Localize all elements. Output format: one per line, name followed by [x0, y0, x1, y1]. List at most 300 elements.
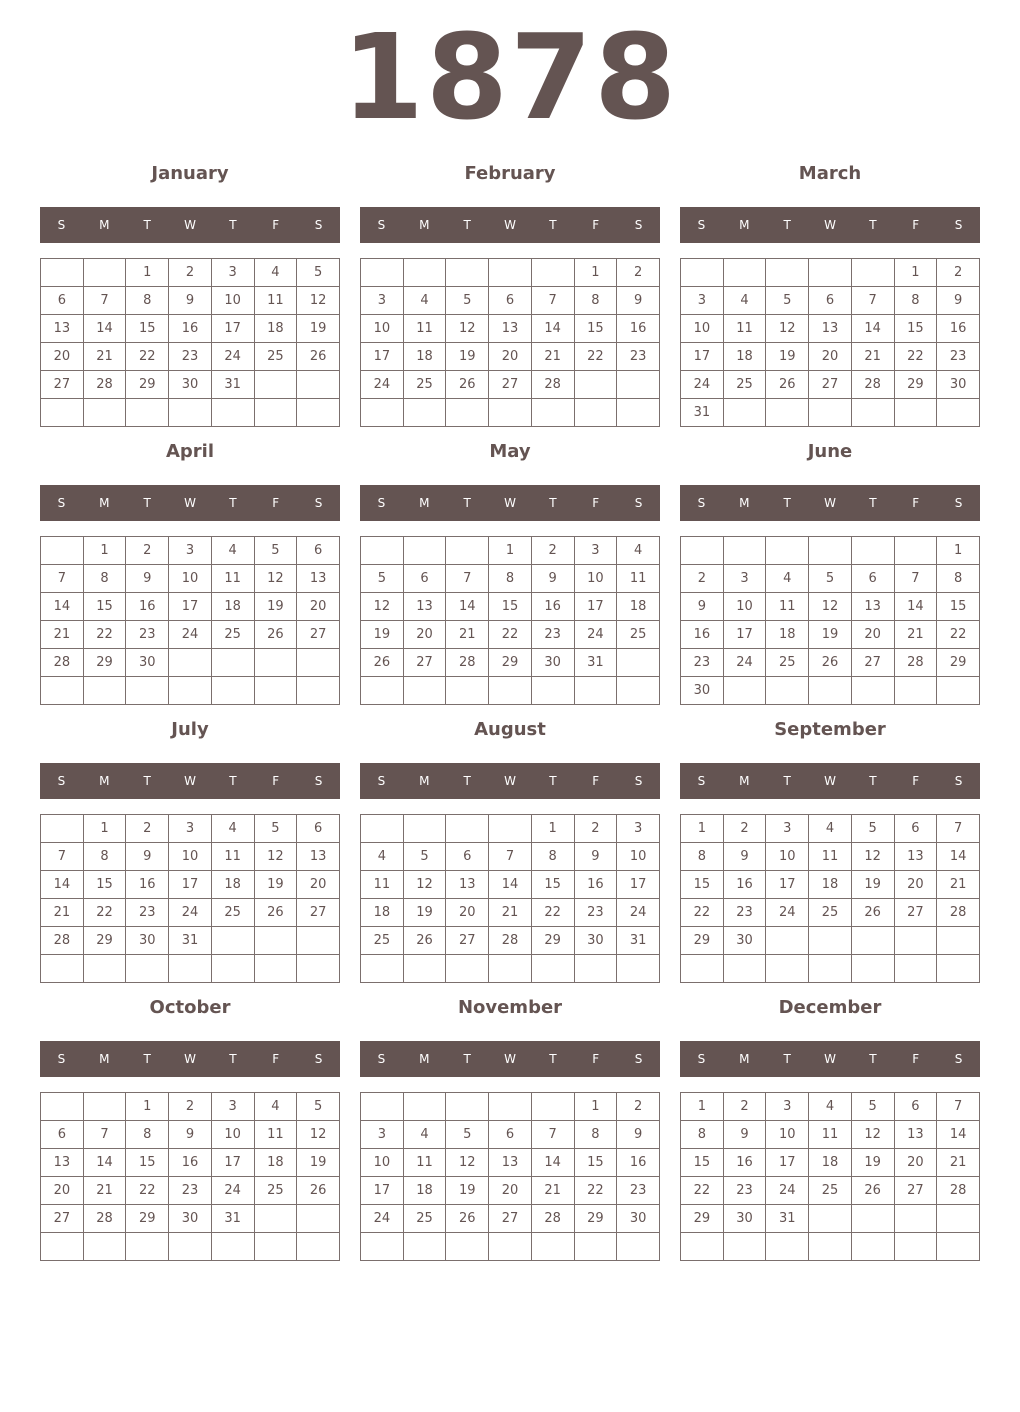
week-row — [361, 1205, 660, 1233]
day-cell: 8 — [83, 565, 126, 593]
day-cell: 17 — [723, 621, 766, 649]
weekday-label: F — [592, 774, 600, 788]
day-cell: 26 — [297, 1177, 340, 1205]
week-row — [41, 955, 340, 983]
weekday-label: F — [272, 1052, 280, 1066]
day-cell: 21 — [83, 1177, 126, 1205]
day-cell — [403, 955, 446, 983]
day-cell: 12 — [254, 843, 297, 871]
day-cell: 25 — [617, 621, 660, 649]
day-cell: 28 — [937, 899, 980, 927]
day-cell: 17 — [169, 593, 212, 621]
day-cell: 14 — [489, 871, 532, 899]
day-cell: 18 — [211, 871, 254, 899]
day-cell — [766, 537, 809, 565]
weekday-label: S — [634, 774, 643, 788]
weekday-label: S — [314, 1052, 323, 1066]
day-cell — [894, 1205, 937, 1233]
day-cell: 16 — [723, 871, 766, 899]
week-row — [361, 537, 660, 565]
week-row — [41, 899, 340, 927]
day-cell: 20 — [851, 621, 894, 649]
week-row — [41, 371, 340, 399]
day-cell: 3 — [169, 815, 212, 843]
day-cell: 14 — [531, 315, 574, 343]
day-cell: 31 — [766, 1205, 809, 1233]
day-cell: 4 — [361, 843, 404, 871]
day-cell: 18 — [254, 1149, 297, 1177]
week-row — [681, 287, 980, 315]
day-cell: 10 — [723, 593, 766, 621]
day-cell: 31 — [617, 927, 660, 955]
day-cell: 14 — [83, 1149, 126, 1177]
day-grid — [40, 258, 340, 427]
weekday-label: S — [634, 496, 643, 510]
day-cell: 21 — [489, 899, 532, 927]
day-cell: 1 — [574, 259, 617, 287]
weekday-label: S — [377, 218, 386, 232]
day-cell — [809, 927, 852, 955]
day-cell: 30 — [574, 927, 617, 955]
weekday-label: T — [463, 1052, 471, 1066]
week-row — [361, 1121, 660, 1149]
day-cell: 12 — [446, 315, 489, 343]
day-cell — [723, 1233, 766, 1261]
day-cell — [446, 955, 489, 983]
day-cell: 18 — [403, 343, 446, 371]
day-cell: 22 — [489, 621, 532, 649]
day-cell — [617, 649, 660, 677]
day-cell — [809, 399, 852, 427]
day-cell: 30 — [126, 649, 169, 677]
day-cell — [446, 815, 489, 843]
day-cell: 9 — [574, 843, 617, 871]
weekday-label: T — [783, 496, 791, 510]
day-cell: 24 — [766, 899, 809, 927]
day-cell: 28 — [894, 649, 937, 677]
week-row — [361, 565, 660, 593]
day-cell: 17 — [766, 871, 809, 899]
month-name: September — [774, 719, 886, 740]
weekday-header — [360, 207, 660, 243]
day-cell: 30 — [937, 371, 980, 399]
week-row — [361, 1149, 660, 1177]
day-cell: 15 — [574, 1149, 617, 1177]
day-cell: 22 — [937, 621, 980, 649]
day-cell: 7 — [83, 287, 126, 315]
day-cell — [211, 955, 254, 983]
day-cell — [617, 955, 660, 983]
week-row — [361, 593, 660, 621]
week-row — [41, 343, 340, 371]
day-cell: 6 — [41, 1121, 84, 1149]
weekday-label: M — [419, 1052, 430, 1066]
weekday-label: T — [463, 774, 471, 788]
day-cell: 1 — [126, 1093, 169, 1121]
day-cell: 17 — [211, 1149, 254, 1177]
day-cell: 4 — [766, 565, 809, 593]
day-cell: 10 — [766, 843, 809, 871]
day-cell: 16 — [169, 315, 212, 343]
day-cell: 22 — [574, 1177, 617, 1205]
day-cell: 16 — [126, 871, 169, 899]
day-cell — [851, 537, 894, 565]
day-cell — [446, 537, 489, 565]
day-cell — [403, 1093, 446, 1121]
day-cell: 11 — [766, 593, 809, 621]
day-grid — [40, 814, 340, 983]
day-cell: 10 — [169, 565, 212, 593]
day-cell: 28 — [851, 371, 894, 399]
day-cell: 27 — [41, 1205, 84, 1233]
day-cell — [254, 399, 297, 427]
day-cell: 27 — [894, 1177, 937, 1205]
day-cell: 19 — [766, 343, 809, 371]
weekday-label: M — [99, 218, 110, 232]
weekday-label: S — [314, 496, 323, 510]
day-cell: 20 — [489, 343, 532, 371]
day-cell — [531, 1233, 574, 1261]
day-cell: 21 — [531, 343, 574, 371]
day-cell: 14 — [41, 871, 84, 899]
day-cell: 11 — [211, 565, 254, 593]
day-cell: 31 — [211, 1205, 254, 1233]
day-cell — [809, 1233, 852, 1261]
week-row — [361, 287, 660, 315]
month-name: July — [171, 719, 209, 740]
day-cell: 5 — [446, 287, 489, 315]
weekday-label: T — [229, 496, 237, 510]
day-cell: 17 — [766, 1149, 809, 1177]
day-cell: 16 — [937, 315, 980, 343]
day-cell: 30 — [723, 927, 766, 955]
month-name: January — [151, 163, 229, 184]
weekday-label: W — [504, 218, 516, 232]
weekday-label: M — [739, 496, 750, 510]
week-row — [681, 649, 980, 677]
day-cell: 23 — [126, 899, 169, 927]
day-cell: 13 — [297, 565, 340, 593]
day-cell: 29 — [531, 927, 574, 955]
day-cell: 3 — [574, 537, 617, 565]
day-cell: 7 — [41, 565, 84, 593]
day-cell: 13 — [809, 315, 852, 343]
day-cell: 2 — [169, 1093, 212, 1121]
day-cell — [531, 399, 574, 427]
weekday-label: S — [697, 774, 706, 788]
day-cell: 18 — [723, 343, 766, 371]
weekday-label: S — [954, 218, 963, 232]
day-cell — [403, 537, 446, 565]
day-cell: 8 — [531, 843, 574, 871]
weekday-label: W — [824, 774, 836, 788]
day-cell: 30 — [169, 371, 212, 399]
day-cell: 10 — [169, 843, 212, 871]
day-cell — [489, 259, 532, 287]
day-cell: 5 — [851, 1093, 894, 1121]
day-cell: 11 — [403, 1149, 446, 1177]
day-cell: 8 — [83, 843, 126, 871]
day-cell: 7 — [531, 1121, 574, 1149]
day-cell: 26 — [361, 649, 404, 677]
day-cell: 7 — [489, 843, 532, 871]
week-row — [41, 621, 340, 649]
month-name: May — [489, 441, 531, 462]
day-cell: 30 — [617, 1205, 660, 1233]
week-row — [681, 843, 980, 871]
day-cell: 19 — [446, 1177, 489, 1205]
day-cell: 15 — [894, 315, 937, 343]
week-row — [361, 1093, 660, 1121]
day-cell — [617, 371, 660, 399]
day-cell: 5 — [403, 843, 446, 871]
day-cell: 9 — [617, 287, 660, 315]
week-row — [681, 399, 980, 427]
weekday-header — [680, 485, 980, 521]
day-cell: 2 — [531, 537, 574, 565]
day-cell: 24 — [723, 649, 766, 677]
day-cell: 26 — [254, 899, 297, 927]
day-cell — [851, 259, 894, 287]
day-cell: 3 — [211, 259, 254, 287]
weekday-label: S — [954, 496, 963, 510]
day-cell: 7 — [83, 1121, 126, 1149]
day-cell: 25 — [211, 899, 254, 927]
week-row — [361, 1177, 660, 1205]
day-cell: 24 — [211, 1177, 254, 1205]
week-row — [361, 259, 660, 287]
day-cell: 13 — [41, 315, 84, 343]
weekday-label: W — [824, 1052, 836, 1066]
day-cell: 29 — [489, 649, 532, 677]
day-cell: 23 — [723, 1177, 766, 1205]
day-cell: 22 — [894, 343, 937, 371]
day-cell — [297, 1233, 340, 1261]
day-cell: 30 — [723, 1205, 766, 1233]
weekday-label: F — [912, 774, 920, 788]
weekday-label: T — [143, 496, 151, 510]
day-cell: 17 — [617, 871, 660, 899]
day-cell: 6 — [894, 815, 937, 843]
day-cell: 27 — [489, 371, 532, 399]
day-cell: 8 — [126, 1121, 169, 1149]
day-cell: 16 — [617, 315, 660, 343]
day-cell — [531, 1093, 574, 1121]
day-cell — [574, 371, 617, 399]
month-name: February — [464, 163, 556, 184]
day-cell: 12 — [254, 565, 297, 593]
day-cell: 21 — [937, 871, 980, 899]
day-cell: 10 — [617, 843, 660, 871]
day-cell — [41, 1093, 84, 1121]
day-cell — [254, 371, 297, 399]
day-cell: 17 — [169, 871, 212, 899]
day-cell: 11 — [254, 1121, 297, 1149]
day-cell: 21 — [446, 621, 489, 649]
day-cell: 21 — [851, 343, 894, 371]
day-cell: 23 — [617, 1177, 660, 1205]
day-cell: 11 — [254, 287, 297, 315]
day-cell: 26 — [446, 1205, 489, 1233]
day-cell: 10 — [681, 315, 724, 343]
day-cell: 28 — [446, 649, 489, 677]
week-row — [41, 259, 340, 287]
day-cell — [894, 677, 937, 705]
weekday-header — [40, 763, 340, 799]
weekday-label: T — [463, 218, 471, 232]
day-cell: 26 — [809, 649, 852, 677]
day-cell: 6 — [489, 1121, 532, 1149]
weekday-label: W — [184, 1052, 196, 1066]
week-row — [361, 621, 660, 649]
week-row — [41, 1177, 340, 1205]
week-row — [41, 399, 340, 427]
weekday-label: S — [954, 774, 963, 788]
day-cell: 1 — [937, 537, 980, 565]
day-cell: 4 — [809, 1093, 852, 1121]
day-cell: 23 — [681, 649, 724, 677]
day-cell: 19 — [403, 899, 446, 927]
week-row — [361, 399, 660, 427]
day-cell: 23 — [531, 621, 574, 649]
week-row — [681, 899, 980, 927]
day-cell: 29 — [894, 371, 937, 399]
day-cell — [41, 815, 84, 843]
weekday-label: T — [229, 1052, 237, 1066]
weekday-header — [40, 485, 340, 521]
week-row — [361, 371, 660, 399]
week-row — [681, 1205, 980, 1233]
day-cell: 22 — [83, 899, 126, 927]
day-cell — [41, 677, 84, 705]
day-cell: 10 — [574, 565, 617, 593]
weekday-label: T — [869, 218, 877, 232]
day-cell: 14 — [894, 593, 937, 621]
day-cell — [361, 677, 404, 705]
day-cell: 11 — [723, 315, 766, 343]
day-cell — [361, 1093, 404, 1121]
day-cell: 8 — [681, 843, 724, 871]
weekday-label: W — [184, 496, 196, 510]
week-row — [361, 927, 660, 955]
day-cell: 12 — [809, 593, 852, 621]
day-cell: 7 — [937, 815, 980, 843]
weekday-label: T — [143, 1052, 151, 1066]
weekday-label: S — [634, 218, 643, 232]
day-cell: 2 — [681, 565, 724, 593]
day-cell: 26 — [403, 927, 446, 955]
weekday-label: T — [869, 496, 877, 510]
day-cell: 28 — [41, 649, 84, 677]
weekday-label: F — [912, 496, 920, 510]
weekday-label: M — [739, 1052, 750, 1066]
week-row — [681, 1177, 980, 1205]
weekday-label: T — [143, 218, 151, 232]
weekday-label: F — [592, 1052, 600, 1066]
day-cell: 27 — [489, 1205, 532, 1233]
week-row — [41, 871, 340, 899]
day-cell — [937, 1205, 980, 1233]
day-cell: 1 — [531, 815, 574, 843]
day-cell — [766, 955, 809, 983]
day-grid — [360, 814, 660, 983]
day-cell: 1 — [681, 815, 724, 843]
day-cell: 10 — [361, 1149, 404, 1177]
weekday-label: S — [57, 496, 66, 510]
day-cell: 17 — [361, 343, 404, 371]
weekday-label: W — [824, 218, 836, 232]
day-cell: 6 — [809, 287, 852, 315]
day-cell — [937, 927, 980, 955]
day-cell: 17 — [681, 343, 724, 371]
weekday-header — [40, 1041, 340, 1077]
weekday-label: M — [99, 1052, 110, 1066]
day-cell: 19 — [254, 593, 297, 621]
day-cell: 16 — [681, 621, 724, 649]
day-cell: 9 — [937, 287, 980, 315]
day-cell: 23 — [574, 899, 617, 927]
week-row — [681, 1233, 980, 1261]
week-row — [681, 621, 980, 649]
day-cell: 6 — [297, 815, 340, 843]
day-cell: 11 — [809, 843, 852, 871]
day-cell: 10 — [211, 1121, 254, 1149]
day-cell: 27 — [403, 649, 446, 677]
week-row — [681, 343, 980, 371]
day-cell: 16 — [723, 1149, 766, 1177]
day-cell: 5 — [254, 537, 297, 565]
day-cell: 27 — [894, 899, 937, 927]
day-cell: 16 — [169, 1149, 212, 1177]
day-cell: 6 — [446, 843, 489, 871]
week-row — [681, 565, 980, 593]
day-cell: 20 — [809, 343, 852, 371]
day-cell: 23 — [617, 343, 660, 371]
day-cell: 18 — [809, 871, 852, 899]
day-cell: 22 — [681, 1177, 724, 1205]
day-cell: 24 — [617, 899, 660, 927]
day-cell — [211, 1233, 254, 1261]
day-cell: 18 — [403, 1177, 446, 1205]
day-cell: 31 — [169, 927, 212, 955]
day-cell: 11 — [403, 315, 446, 343]
day-cell: 13 — [489, 1149, 532, 1177]
day-cell: 4 — [211, 537, 254, 565]
day-cell — [83, 1233, 126, 1261]
day-cell: 3 — [617, 815, 660, 843]
day-cell: 14 — [83, 315, 126, 343]
week-row — [681, 315, 980, 343]
day-cell: 4 — [723, 287, 766, 315]
weekday-label: F — [912, 218, 920, 232]
day-cell: 2 — [126, 537, 169, 565]
day-cell: 18 — [211, 593, 254, 621]
day-cell — [169, 649, 212, 677]
day-cell — [254, 677, 297, 705]
day-cell — [41, 259, 84, 287]
day-cell: 1 — [126, 259, 169, 287]
day-cell: 25 — [254, 343, 297, 371]
day-cell: 24 — [361, 1205, 404, 1233]
weekday-label: F — [272, 496, 280, 510]
day-cell — [83, 677, 126, 705]
day-cell — [254, 1205, 297, 1233]
day-cell — [254, 1233, 297, 1261]
day-cell: 29 — [681, 927, 724, 955]
month-name: April — [165, 441, 215, 462]
day-cell: 20 — [403, 621, 446, 649]
weekday-label: S — [634, 1052, 643, 1066]
